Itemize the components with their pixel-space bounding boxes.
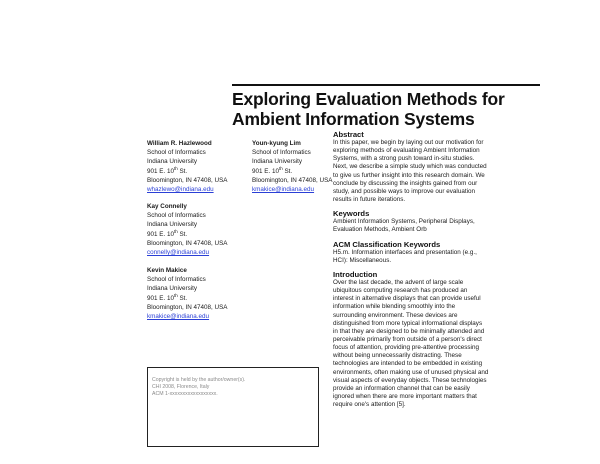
- abstract-line: study, and possible ways to improve our evaluation: [333, 187, 475, 195]
- abstract-line: Next, we describe a simple study which was conducted: [333, 163, 487, 171]
- abstract-body: [333, 139, 543, 204]
- author-name: William R. Hazlewood: [147, 140, 212, 147]
- author-email-link[interactable]: connelly@indiana.edu: [147, 249, 210, 257]
- author-name: Youn-kyung Lim: [252, 140, 301, 147]
- author-block: [147, 202, 228, 257]
- intro-line: interest in alternative displays that can provide useful: [333, 295, 481, 303]
- acm-body: [333, 249, 543, 265]
- abstract-heading: Abstract: [333, 130, 364, 139]
- intro-line: ignored when there are more important matters that: [333, 393, 477, 401]
- author-university: Indiana University: [147, 285, 198, 293]
- abstract-line: to give us further insight into this research domain. We: [333, 171, 485, 179]
- author-email-link[interactable]: kmakice@indiana.edu: [252, 186, 315, 194]
- copyright-line: CHI 2008, Florence, Italy: [152, 384, 210, 391]
- intro-line: perceivable primarily from outside of a person's direct: [333, 335, 482, 343]
- author-street: 901 E. 10th St.: [147, 165, 188, 175]
- copyright-box: [147, 367, 319, 447]
- title-line-1: Exploring Evaluation Methods for: [232, 89, 505, 109]
- author-university: Indiana University: [147, 221, 198, 229]
- abstract-line: In this paper, we begin by laying out our motivation for: [333, 139, 484, 146]
- keywords-heading: Keywords: [333, 209, 370, 219]
- intro-line: visual aspects of everyday objects. These technologies: [333, 376, 487, 384]
- author-street: 901 E. 10th St.: [147, 228, 188, 238]
- author-block: [147, 266, 228, 321]
- author-city: Bloomington, IN 47408, USA: [147, 176, 228, 184]
- author-city: Bloomington, IN 47408, USA: [147, 303, 228, 311]
- acm-line: HCI): Miscellaneous.: [333, 256, 392, 264]
- intro-line: environments, often making use of unused physical and: [333, 368, 489, 376]
- author-email-link[interactable]: whazlewo@indiana.edu: [147, 186, 214, 194]
- author-block: [147, 139, 228, 194]
- author-block: [252, 139, 333, 194]
- intro-line: provide an information channel that can be easily: [333, 384, 470, 392]
- author-city: Bloomington, IN 47408, USA: [147, 239, 228, 247]
- keywords-body: [333, 218, 543, 234]
- copyright-line: ACM 1-xxxxxxxxxxxxxxxxxx.: [152, 391, 218, 398]
- intro-line: require one's attention [5].: [333, 401, 406, 409]
- abstract-line: results in future iterations.: [333, 196, 406, 204]
- author-dept: School of Informatics: [147, 212, 206, 220]
- keywords-line: Ambient Information Systems, Peripheral Displays,: [333, 218, 475, 226]
- title-line-2: Ambient Information Systems: [232, 109, 475, 129]
- abstract-line: Systems, with a strong push toward in-situ studies.: [333, 155, 475, 163]
- intro-line: focus of attention, providing pre-attentive processing: [333, 344, 479, 352]
- intro-line: distinguished from more typical informational displays: [333, 319, 483, 327]
- intro-line: information while blending smoothly into the: [333, 303, 456, 311]
- introduction-heading: Introduction: [333, 269, 378, 279]
- author-email-link[interactable]: kmakice@indiana.edu: [147, 313, 210, 321]
- author-university: Indiana University: [252, 158, 303, 166]
- author-name: Kevin Makice: [147, 267, 187, 274]
- intro-line: surrounding environment. These devices are: [333, 311, 458, 319]
- introduction-body: [333, 279, 543, 410]
- author-city: Bloomington, IN 47408, USA: [252, 176, 333, 184]
- author-name: Kay Connelly: [147, 203, 187, 210]
- author-dept: School of Informatics: [147, 149, 206, 157]
- author-street: 901 E. 10th St.: [147, 292, 188, 302]
- intro-line: ubiquitous computing research has produced an: [333, 287, 468, 295]
- intro-line: Over the last decade, the advent of large scale: [333, 278, 464, 286]
- acm-heading: ACM Classification Keywords: [333, 239, 441, 249]
- intro-line: in that they are designed to be minimally attended and: [333, 327, 485, 335]
- intro-line: technologies are intended to be embedded in existing: [333, 360, 483, 368]
- title-rule: [232, 84, 540, 86]
- author-dept: School of Informatics: [147, 276, 206, 284]
- acm-line: H5.m. Information interfaces and presentation (e.g.,: [333, 248, 477, 256]
- right-column: [333, 130, 543, 414]
- author-dept: School of Informatics: [252, 149, 311, 157]
- author-street: 901 E. 10th St.: [252, 165, 293, 175]
- keywords-line: Evaluation Methods, Ambient Orb: [333, 226, 427, 234]
- abstract-line: exploring methods of evaluating Ambient Information: [333, 147, 480, 155]
- intro-line: without being unnecessarily distracting. These: [333, 352, 462, 360]
- copyright-line: Copyright is held by the author/owner(s).: [152, 377, 246, 383]
- author-university: Indiana University: [147, 158, 198, 166]
- paper-title: [232, 89, 552, 129]
- abstract-line: conclude by discussing the insights gained from our: [333, 179, 478, 187]
